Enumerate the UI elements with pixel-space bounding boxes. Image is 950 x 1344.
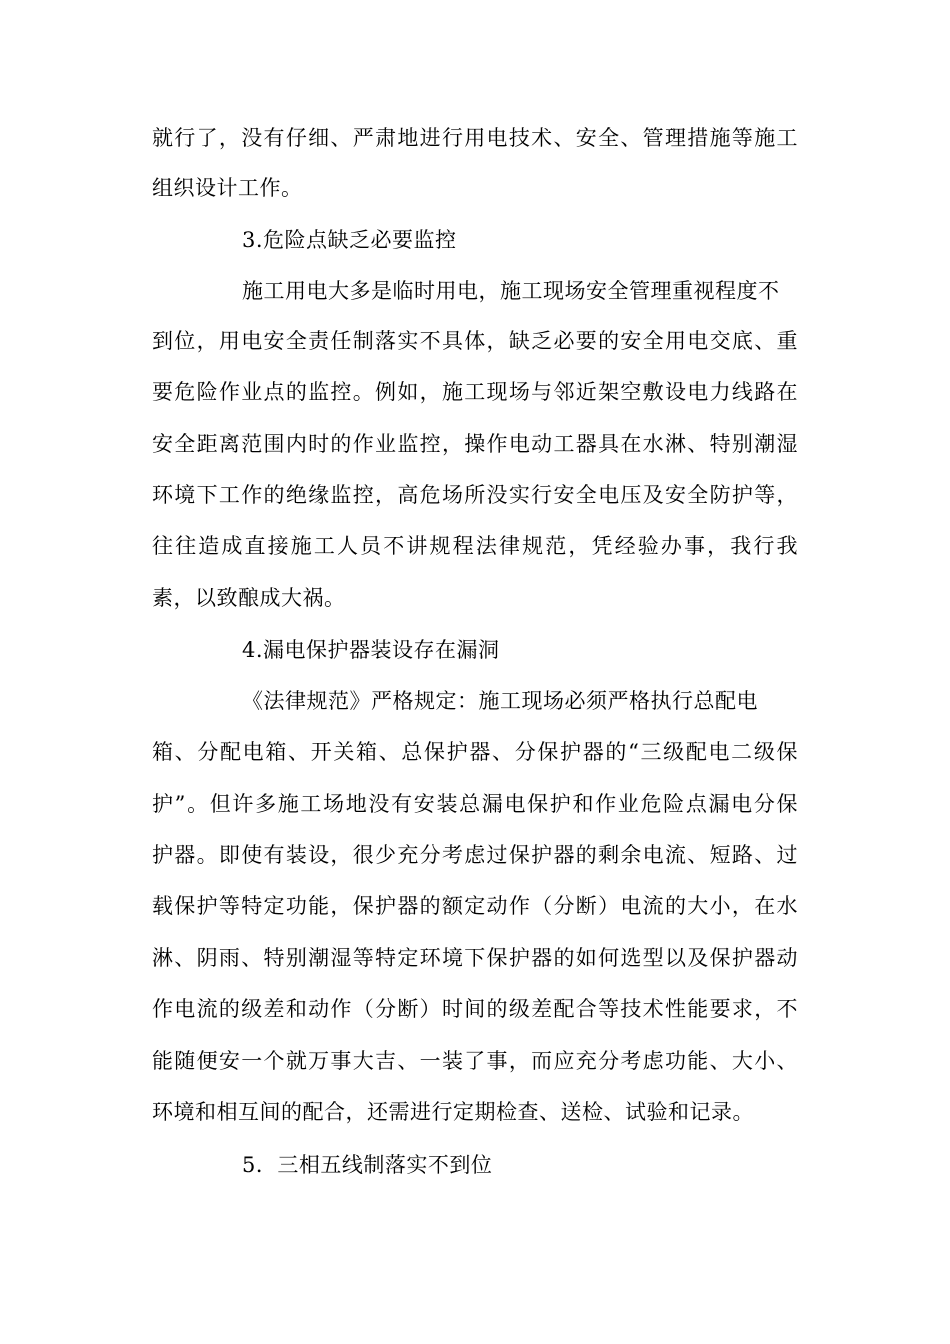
paragraph-first-line: 《法律规范》严格规定：施工现场必须严格执行总配电 — [242, 689, 758, 713]
paragraph-first-line: 施工用电大多是临时用电，施工现场安全管理重视程度不 — [242, 279, 780, 303]
body-text-line: 往往造成直接施工人员不讲规程法律规范，凭经验办事，我行我 — [152, 534, 798, 558]
body-text-line: 淋、阴雨、特别潮湿等特定环境下保护器的如何选型以及保护器动 — [152, 946, 798, 970]
section-heading: 3.危险点缺乏必要监控 — [242, 228, 457, 252]
body-text-line: 要危险作业点的监控。例如，施工现场与邻近架空敷设电力线路在 — [152, 380, 798, 404]
body-text-line: 组织设计工作。 — [152, 176, 303, 200]
section-heading: 5．三相五线制落实不到位 — [242, 1153, 493, 1177]
body-text-line: 素，以致酿成大祸。 — [152, 586, 346, 610]
section-heading: 4.漏电保护器装设存在漏洞 — [242, 638, 500, 662]
body-text-line: 就行了，没有仔细、严肃地进行用电技术、安全、管理措施等施工 — [152, 126, 798, 150]
body-text-line: 护”。但许多施工场地没有安装总漏电保护和作业危险点漏电分保 — [152, 792, 798, 816]
body-text-line: 到位，用电安全责任制落实不具体，缺乏必要的安全用电交底、重 — [152, 329, 798, 353]
body-text-line: 载保护等特定功能，保护器的额定动作（分断）电流的大小，在水 — [152, 894, 798, 918]
body-text-line: 能随便安一个就万事大吉、一装了事，而应充分考虑功能、大小、 — [152, 1049, 798, 1073]
body-text-line: 安全距离范围内时的作业监控，操作电动工器具在水淋、特别潮湿 — [152, 432, 798, 456]
body-text-line: 环境下工作的绝缘监控，高危场所没实行安全电压及安全防护等， — [152, 483, 798, 507]
body-text-line: 作电流的级差和动作（分断）时间的级差配合等技术性能要求，不 — [152, 997, 798, 1021]
body-text-line: 护器。即使有装设，很少充分考虑过保护器的剩余电流、短路、过 — [152, 843, 798, 867]
body-text-line: 箱、分配电箱、开关箱、总保护器、分保护器的“三级配电二级保 — [152, 740, 798, 764]
body-text-line: 环境和相互间的配合，还需进行定期检查、送检、试验和记录。 — [152, 1100, 754, 1124]
